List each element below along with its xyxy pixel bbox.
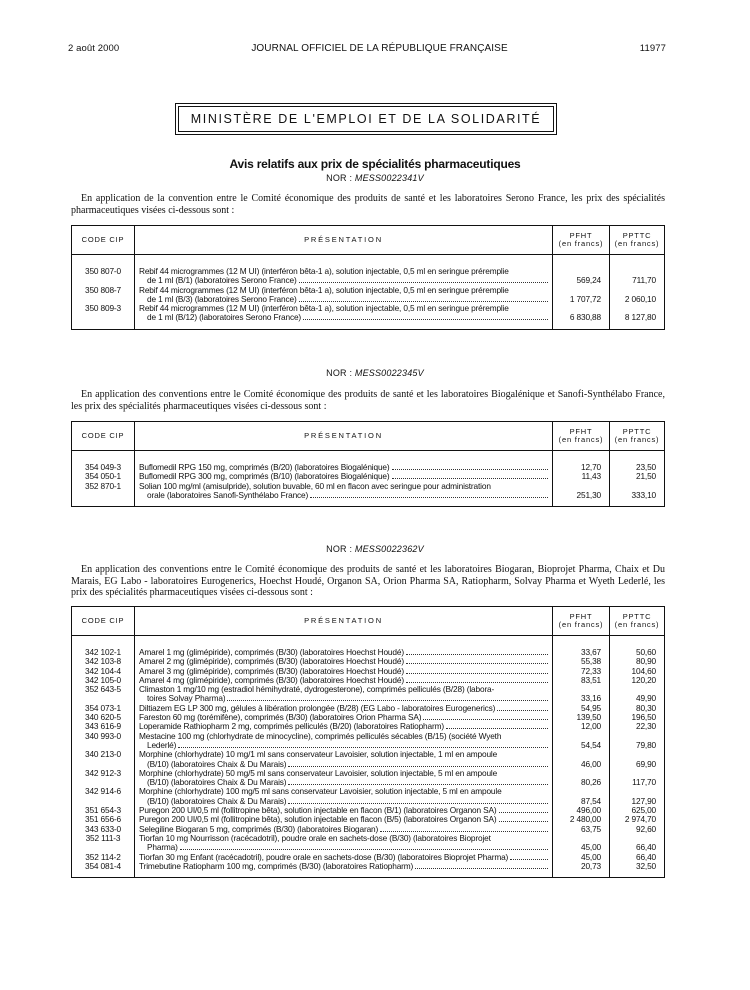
presentation-text: Trimebutine Ratiopharm 100 mg, comprimés (B/30) (laboratoires Ratiopharm) — [139, 861, 414, 871]
ppttc-price: 69,90 — [610, 750, 665, 769]
presentation-text: Buflomedil RPG 300 mg, comprimés (B/10) (laboratoires Biogalénique) — [139, 472, 390, 482]
cip-code: 340 620-5 — [72, 713, 135, 722]
ppttc-column-header — [610, 422, 665, 451]
pfht-unit: (en francs) — [558, 239, 604, 248]
ppttc-price: 80,90 — [610, 657, 665, 666]
ppttc-price: 104,60 — [610, 667, 665, 676]
presentation-text: Puregon 200 UI/0,5 ml (follitropine bêta), solution injectable en flacon (B/5) (laboratoires Organon SA) — [139, 815, 497, 825]
presentation-line: Mestacine 100 mg (chlorhydrate de minocycline), comprimés pelliculés sécables (B/15) (société Wyeth — [139, 730, 502, 741]
product-presentation — [135, 769, 553, 788]
cip-code: 351 654-3 — [72, 806, 135, 815]
product-presentation — [135, 815, 553, 824]
product-presentation — [135, 834, 553, 853]
product-presentation — [135, 750, 553, 769]
pfht-price: 1 707,72 — [553, 286, 610, 305]
ppttc-price: 80,30 — [610, 704, 665, 713]
table-row — [72, 304, 665, 323]
page-number: 11977 — [639, 43, 666, 54]
presentation-column-header: PRÉSENTATION — [135, 226, 553, 255]
header-row — [72, 607, 665, 636]
cip-code: 350 807-0 — [72, 267, 135, 286]
presentation-line — [139, 648, 548, 657]
ppttc-unit: (en francs) — [614, 239, 660, 248]
presentation-text: (B/10) (laboratoires Chaix & Du Marais) — [147, 778, 287, 788]
table-row — [72, 787, 665, 806]
cip-code: 354 050-1 — [72, 472, 135, 481]
dot-leader — [180, 849, 548, 850]
cip-code: 350 809-3 — [72, 304, 135, 323]
dot-leader — [446, 728, 548, 729]
pfht-column-header — [553, 607, 610, 636]
presentation-line: Tiorfan 10 mg Nourrisson (racécadotril), poudre orale en sachets-dose (B/30) (laboratoires Bioprojet — [139, 832, 491, 843]
ppttc-price: 79,80 — [610, 732, 665, 751]
ppttc-unit: (en francs) — [614, 435, 660, 444]
ministry-heading: MINISTÈRE DE L'EMPLOI ET DE LA SOLIDARITÉ — [178, 106, 554, 132]
pfht-price: 46,00 — [553, 750, 610, 769]
product-presentation — [135, 648, 553, 657]
presentation-column-header: PRÉSENTATION — [135, 607, 553, 636]
cip-code: 343 616-9 — [72, 722, 135, 731]
product-presentation — [135, 806, 553, 815]
table-row — [72, 704, 665, 713]
table-row — [72, 463, 665, 472]
presentation-text: Fareston 60 mg (torémifène), comprimés (B/30) (laboratoires Orion Pharma SA) — [139, 713, 422, 723]
cip-column-header: CODE CIP — [72, 607, 135, 636]
pfht-price: 54,95 — [553, 704, 610, 713]
nor-reference — [0, 173, 750, 183]
dot-leader — [288, 803, 548, 804]
nor-label: NOR : — [326, 544, 353, 554]
presentation-line — [139, 657, 548, 666]
ppttc-price: 196,50 — [610, 713, 665, 722]
dot-leader — [227, 700, 548, 701]
pfht-price: 496,00 — [553, 806, 610, 815]
presentation-line — [139, 797, 548, 806]
table-row — [72, 267, 665, 286]
ppttc-price: 625,00 — [610, 806, 665, 815]
product-presentation — [135, 267, 553, 286]
presentation-text: Amarel 3 mg (glimépiride), comprimés (B/30) (laboratoires Hoechst Houdé) — [139, 666, 404, 676]
dot-leader — [406, 663, 548, 664]
dot-leader — [392, 469, 549, 470]
presentation-text: toires Solvay Pharma) — [147, 694, 226, 704]
pfht-column-header — [553, 226, 610, 255]
presentation-text: Amarel 4 mg (glimépiride), comprimés (B/30) (laboratoires Hoechst Houdé) — [139, 675, 404, 685]
presentation-line — [139, 704, 548, 713]
table-row — [72, 657, 665, 666]
ppttc-label: PPTTC — [622, 612, 652, 621]
cip-code: 354 081-4 — [72, 862, 135, 871]
price-table — [71, 421, 665, 507]
presentation-text: de 1 ml (B/3) (laboratoires Serono France) — [147, 294, 297, 304]
pfht-price: 569,24 — [553, 267, 610, 286]
dot-leader — [392, 478, 549, 479]
dot-leader — [406, 654, 548, 655]
dot-leader — [415, 868, 548, 869]
dot-leader — [303, 319, 548, 320]
product-presentation — [135, 304, 553, 323]
table-row — [72, 769, 665, 788]
presentation-text: Tiorfan 30 mg Enfant (racécadotril), poudre orale en sachets-dose (B/30) (laboratoires Bioprojet Pharma) — [139, 852, 509, 862]
cip-code: 340 213-0 — [72, 750, 135, 769]
dot-leader — [510, 859, 548, 860]
presentation-text: (B/10) (laboratoires Chaix & Du Marais) — [147, 796, 287, 806]
ppttc-label: PPTTC — [622, 427, 652, 436]
presentation-line — [139, 862, 548, 871]
dot-leader — [499, 812, 548, 813]
pfht-label: PFHT — [569, 231, 593, 240]
pfht-price: 45,00 — [553, 834, 610, 853]
dot-leader — [299, 282, 548, 283]
cip-column-header: CODE CIP — [72, 226, 135, 255]
pfht-price: 87,54 — [553, 787, 610, 806]
presentation-line — [139, 667, 548, 676]
presentation-text: Diltiazem EG LP 300 mg, gélules à libération prolongée (B/28) (EG Labo - laboratoires Eurogenerics) — [139, 703, 496, 713]
presentation-line: Rebif 44 microgrammes (12 M UI) (interféron bêta-1 a), solution injectable, 0,5 ml en seringue préremplie — [139, 303, 509, 314]
section-intro: En application de la convention entre le Comité économique des produits de santé et les laboratoires Serono France, les prix des spécialités pharmaceutiques visées ci-dessous sont : — [71, 193, 665, 216]
ppttc-price: 8 127,80 — [610, 304, 665, 323]
ppttc-price: 92,60 — [610, 825, 665, 834]
cip-code: 342 912-3 — [72, 769, 135, 788]
presentation-text: de 1 ml (B/12) (laboratoires Serono France) — [147, 313, 302, 323]
table-header — [72, 422, 665, 451]
product-presentation — [135, 286, 553, 305]
cip-code: 351 656-6 — [72, 815, 135, 824]
presentation-line: Solian 100 mg/ml (amisulpride), solution buvable, 60 ml en flacon avec seringue pour administration — [139, 480, 491, 491]
ppttc-column-header — [610, 607, 665, 636]
cip-code: 342 914-6 — [72, 787, 135, 806]
table-header — [72, 226, 665, 255]
price-table — [71, 606, 665, 878]
presentation-line — [139, 806, 548, 815]
ppttc-price: 117,70 — [610, 769, 665, 788]
pfht-price: 55,38 — [553, 657, 610, 666]
product-presentation — [135, 862, 553, 871]
product-presentation — [135, 704, 553, 713]
cip-code: 352 870-1 — [72, 482, 135, 501]
nor-reference — [0, 544, 750, 554]
product-presentation — [135, 853, 553, 862]
pfht-price: 63,75 — [553, 825, 610, 834]
presentation-line — [139, 491, 548, 500]
pfht-price: 54,54 — [553, 732, 610, 751]
pfht-price: 83,51 — [553, 676, 610, 685]
dot-leader — [380, 831, 548, 832]
dot-leader — [288, 784, 548, 785]
header-row — [72, 422, 665, 451]
presentation-line: Rebif 44 microgrammes (12 M UI) (interféron bêta-1 a), solution injectable, 0,5 ml en seringue préremplie — [139, 284, 509, 295]
cip-code: 343 633-0 — [72, 825, 135, 834]
pfht-price: 139,50 — [553, 713, 610, 722]
presentation-line: Rebif 44 microgrammes (12 M UI) (interféron bêta-1 a), solution injectable, 0,5 ml en seringue préremplie — [139, 266, 509, 276]
dot-leader — [178, 747, 548, 748]
table-row — [72, 862, 665, 871]
ppttc-price: 50,60 — [610, 648, 665, 657]
cip-code: 350 808-7 — [72, 286, 135, 305]
cip-column-header: CODE CIP — [72, 422, 135, 451]
presentation-line: Morphine (chlorhydrate) 100 mg/5 ml sans conservateur Lavoisier, solution injectable, 5 ml en ampoule — [139, 786, 502, 797]
pfht-price: 11,43 — [553, 472, 610, 481]
presentation-text: (B/10) (laboratoires Chaix & Du Marais) — [147, 759, 287, 769]
pfht-price: 20,73 — [553, 862, 610, 871]
ppttc-price: 2 060,10 — [610, 286, 665, 305]
dot-leader — [499, 821, 548, 822]
cip-code: 352 114-2 — [72, 853, 135, 862]
ppttc-price: 66,40 — [610, 853, 665, 862]
cip-code: 342 102-1 — [72, 648, 135, 657]
dot-leader — [497, 710, 548, 711]
avis-title: Avis relatifs aux prix de spécialités pharmaceutiques — [229, 157, 521, 171]
ppttc-label: PPTTC — [622, 231, 652, 240]
table-row — [72, 834, 665, 853]
table-row — [72, 815, 665, 824]
nor-label: NOR : — [326, 173, 353, 183]
price-table — [71, 225, 665, 330]
cip-code: 340 993-0 — [72, 732, 135, 751]
journal-title: JOURNAL OFFICIEL DE LA RÉPUBLIQUE FRANÇAISE — [251, 43, 508, 54]
nor-code: MESS0022345V — [354, 368, 424, 378]
issue-date: 2 août 2000 — [68, 43, 120, 54]
pfht-price: 33,67 — [553, 648, 610, 657]
cip-code: 342 103-8 — [72, 657, 135, 666]
pfht-price: 251,30 — [553, 482, 610, 501]
product-presentation — [135, 463, 553, 472]
cip-code: 354 073-1 — [72, 704, 135, 713]
ppttc-price: 120,20 — [610, 676, 665, 685]
pfht-price: 12,00 — [553, 722, 610, 731]
pfht-price: 72,33 — [553, 667, 610, 676]
presentation-text: Loperamide Rathiopharm 2 mg, comprimés pelliculés (B/20) (laboratoires Ratiopharm) — [139, 722, 444, 732]
section-intro: En application des conventions entre le Comité économique des produits de santé et les laboratoires Biogaran, Bioprojet Pharma, Chaix et Du Marais, EG Labo - laboratoires Eurogenerics, Hoechst Houdé, Organon SA, Orion Pharma SA, Ratiopharm, Solvay Pharma et Wyeth Lederlé, les prix des spécialités pharmaceutiques visées ci-dessous sont : — [71, 564, 665, 598]
pfht-unit: (en francs) — [558, 620, 604, 629]
presentation-text: orale (laboratoires Sanofi-Synthélabo France) — [147, 490, 309, 500]
ppttc-price: 22,30 — [610, 722, 665, 731]
table-row — [72, 685, 665, 704]
presentation-text: Selegiline Biogaran 5 mg, comprimés (B/30) (laboratoires Biogaran) — [139, 824, 379, 834]
pfht-price: 45,00 — [553, 853, 610, 862]
ppttc-price: 32,50 — [610, 862, 665, 871]
pfht-price: 6 830,88 — [553, 304, 610, 323]
product-presentation — [135, 482, 553, 501]
dot-leader — [299, 301, 548, 302]
table-row — [72, 648, 665, 657]
ppttc-unit: (en francs) — [614, 620, 660, 629]
cip-code: 352 643-5 — [72, 685, 135, 704]
running-header — [68, 43, 666, 54]
product-presentation — [135, 667, 553, 676]
product-presentation — [135, 787, 553, 806]
product-presentation — [135, 657, 553, 666]
ppttc-price: 711,70 — [610, 267, 665, 286]
product-presentation — [135, 713, 553, 722]
table-row — [72, 482, 665, 501]
ppttc-price: 21,50 — [610, 472, 665, 481]
presentation-text: Puregon 200 UI/0,5 ml (follitropine bêta), solution injectable en flacon (B/1) (laboratoires Organon SA) — [139, 806, 497, 816]
pfht-column-header — [553, 422, 610, 451]
presentation-text: Amarel 1 mg (glimépiride), comprimés (B/30) (laboratoires Hoechst Houdé) — [139, 648, 404, 657]
dot-leader — [406, 673, 548, 674]
pfht-label: PFHT — [569, 612, 593, 621]
presentation-line — [139, 463, 548, 472]
presentation-line — [139, 694, 548, 703]
cip-code: 352 111-3 — [72, 834, 135, 853]
presentation-line: Climaston 1 mg/10 mg (estradiol hémihydraté, dydrogesterone), comprimés pelliculés (B/28) (labora- — [139, 684, 495, 695]
ppttc-column-header — [610, 226, 665, 255]
presentation-text: Lederlé) — [147, 740, 177, 750]
table-row — [72, 667, 665, 676]
table-row — [72, 853, 665, 862]
cip-code: 342 104-4 — [72, 667, 135, 676]
presentation-line: Morphine (chlorhydrate) 50 mg/5 ml sans conservateur Lavoisier, solution injectable, 5 ml en ampoule — [139, 767, 498, 778]
cip-code: 354 049-3 — [72, 463, 135, 472]
header-row — [72, 226, 665, 255]
pfht-price: 12,70 — [553, 463, 610, 472]
nor-code: MESS0022362V — [354, 544, 424, 554]
product-presentation — [135, 685, 553, 704]
dot-leader — [406, 682, 548, 683]
presentation-text: Pharma) — [147, 843, 178, 853]
presentation-column-header: PRÉSENTATION — [135, 422, 553, 451]
product-presentation — [135, 732, 553, 751]
presentation-text: Amarel 2 mg (glimépiride), comprimés (B/30) (laboratoires Hoechst Houdé) — [139, 657, 404, 667]
nor-code: MESS0022341V — [354, 173, 424, 183]
presentation-line — [139, 853, 548, 862]
presentation-text: Buflomedil RPG 150 mg, comprimés (B/20) (laboratoires Biogalénique) — [139, 463, 390, 472]
section-intro: En application des conventions entre le Comité économique des produits de santé et les laboratoires Biogalénique et Sanofi-Synthélabo France, les prix des spécialités pharmaceutiques visées ci-dessous sont : — [71, 389, 665, 412]
cip-code: 342 105-0 — [72, 676, 135, 685]
presentation-text: de 1 ml (B/1) (laboratoires Serono France) — [147, 276, 297, 286]
pfht-unit: (en francs) — [558, 435, 604, 444]
ppttc-price: 333,10 — [610, 482, 665, 501]
table-row — [72, 713, 665, 722]
table-row — [72, 750, 665, 769]
table-row — [72, 286, 665, 305]
nor-label: NOR : — [326, 368, 353, 378]
table-header — [72, 607, 665, 636]
pfht-label: PFHT — [569, 427, 593, 436]
table-row — [72, 732, 665, 751]
pfht-price: 33,16 — [553, 685, 610, 704]
dot-leader — [310, 497, 548, 498]
dot-leader — [288, 766, 548, 767]
ppttc-price: 66,40 — [610, 834, 665, 853]
ppttc-price: 127,90 — [610, 787, 665, 806]
presentation-line: Morphine (chlorhydrate) 10 mg/1 ml sans conservateur Lavoisier, solution injectable, 1 ml en ampoule — [139, 749, 498, 760]
dot-leader — [423, 719, 548, 720]
pfht-price: 2 480,00 — [553, 815, 610, 824]
presentation-line — [139, 815, 548, 824]
ppttc-price: 49,90 — [610, 685, 665, 704]
presentation-line — [139, 313, 548, 322]
presentation-line — [139, 843, 548, 852]
presentation-line — [139, 713, 548, 722]
pfht-price: 80,26 — [553, 769, 610, 788]
ppttc-price: 23,50 — [610, 463, 665, 472]
nor-reference — [0, 368, 750, 378]
ppttc-price: 2 974,70 — [610, 815, 665, 824]
